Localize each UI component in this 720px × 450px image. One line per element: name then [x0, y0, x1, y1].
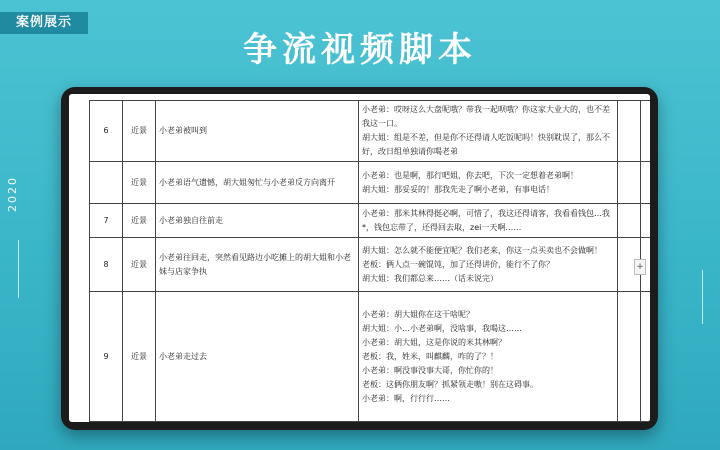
empty-cell [641, 101, 651, 162]
row-number-cell: 6 [90, 101, 123, 162]
action-cell: 小老弟被叫到 [156, 101, 359, 162]
row-number-cell [90, 162, 123, 204]
row-number-cell: 8 [90, 238, 123, 292]
dialogue-line: 胡大姐：那妥妥的！那我先走了啊小老弟，有事电话！ [362, 184, 554, 194]
shot-type-cell: 近景 [123, 204, 156, 238]
tablet-screen [69, 94, 650, 422]
dialogue-line: 小老弟：胡大姐你在这干啥呢？ [362, 309, 474, 319]
dialogue-cell [359, 292, 618, 422]
empty-cell [618, 204, 641, 238]
dialogue-line: 胡大姐：我们都总来……（话未说完） [362, 273, 498, 283]
row-number-cell: 9 [90, 292, 123, 422]
dialogue-line: 老板：俩人点一碗馄饨，加了还得讲价，能行不了你？ [362, 259, 554, 269]
shot-type-cell: 近景 [123, 162, 156, 204]
empty-cell [641, 292, 651, 422]
action-cell: 小老弟独自往前走 [156, 204, 359, 238]
dialogue-cell [359, 162, 618, 204]
dialogue-cell [359, 204, 618, 238]
action-cell: 小老弟走过去 [156, 292, 359, 422]
dialogue-line: 老板：这俩你朋友啊？抓紧领走嗷！别在这碍事。 [362, 379, 538, 389]
shot-type-cell: 近景 [123, 101, 156, 162]
page-title: 争流视频脚本 [243, 30, 477, 70]
empty-cell [618, 101, 641, 162]
dialogue-cell [359, 101, 618, 162]
shot-type-cell: 近景 [123, 292, 156, 422]
tablet-frame [61, 87, 658, 430]
row-number-cell: 7 [90, 204, 123, 238]
dialogue-line: 小老弟：那米其林得挺必啊，可惜了，我这还得请客，我看看钱包…我*，钱包忘带了，还得回去取，zei一天啊…… [362, 208, 610, 232]
empty-cell [641, 204, 651, 238]
dialogue-cell [359, 238, 618, 292]
action-cell: 小老弟往回走，突然看见路边小吃摊上的胡大姐和小老妹与店家争执 [156, 238, 359, 292]
empty-cell [618, 292, 641, 422]
dialogue-line: 老板：我，姓米，叫麒麟，咋的了？！ [362, 351, 498, 361]
dialogue-line: 小老弟：啊，行行行…… [362, 393, 450, 403]
table-row [90, 238, 651, 292]
add-button[interactable]: + [634, 259, 646, 275]
script-table [89, 100, 650, 422]
table-row [90, 292, 651, 422]
dialogue-line: 胡大姐：小…小老弟啊，没啥事，我喝这…… [362, 323, 522, 333]
side-divider-left [18, 240, 19, 298]
empty-cell [618, 162, 641, 204]
empty-cell [641, 162, 651, 204]
table-row [90, 162, 651, 204]
table-row [90, 101, 651, 162]
dialogue-line: 小老弟：哎呀这么大盘呢哦？带我一起呗哦？你这家大业大的，也不差我这一口。 [362, 105, 610, 128]
dialogue-line: 胡大姐：组是不差，但是你不还得请人吃饭呢吗！快别耽误了，那么不好，改日组单独请你喝老弟 [362, 133, 610, 156]
side-year-label: 2020 [6, 176, 19, 212]
showcase-tag: 案例展示 [0, 12, 88, 34]
shot-type-cell: 近景 [123, 238, 156, 292]
dialogue-line: 小老弟：啊没事没事大哥，你忙你的！ [362, 365, 498, 375]
dialogue-line: 胡大姐：怎么就不能便宜呢？我们老来，你这一点买卖也不会做啊！ [362, 245, 602, 255]
table-row [90, 204, 651, 238]
action-cell: 小老弟语气遗憾，胡大姐匆忙与小老弟反方向离开 [156, 162, 359, 204]
side-divider-right [702, 270, 703, 324]
dialogue-line: 小老弟：也是啊，那行吧姐，你去吧，下次一定想着老弟啊！ [362, 170, 578, 180]
dialogue-line: 小老弟：胡大姐，这是你说的米其林啊？ [362, 337, 506, 347]
